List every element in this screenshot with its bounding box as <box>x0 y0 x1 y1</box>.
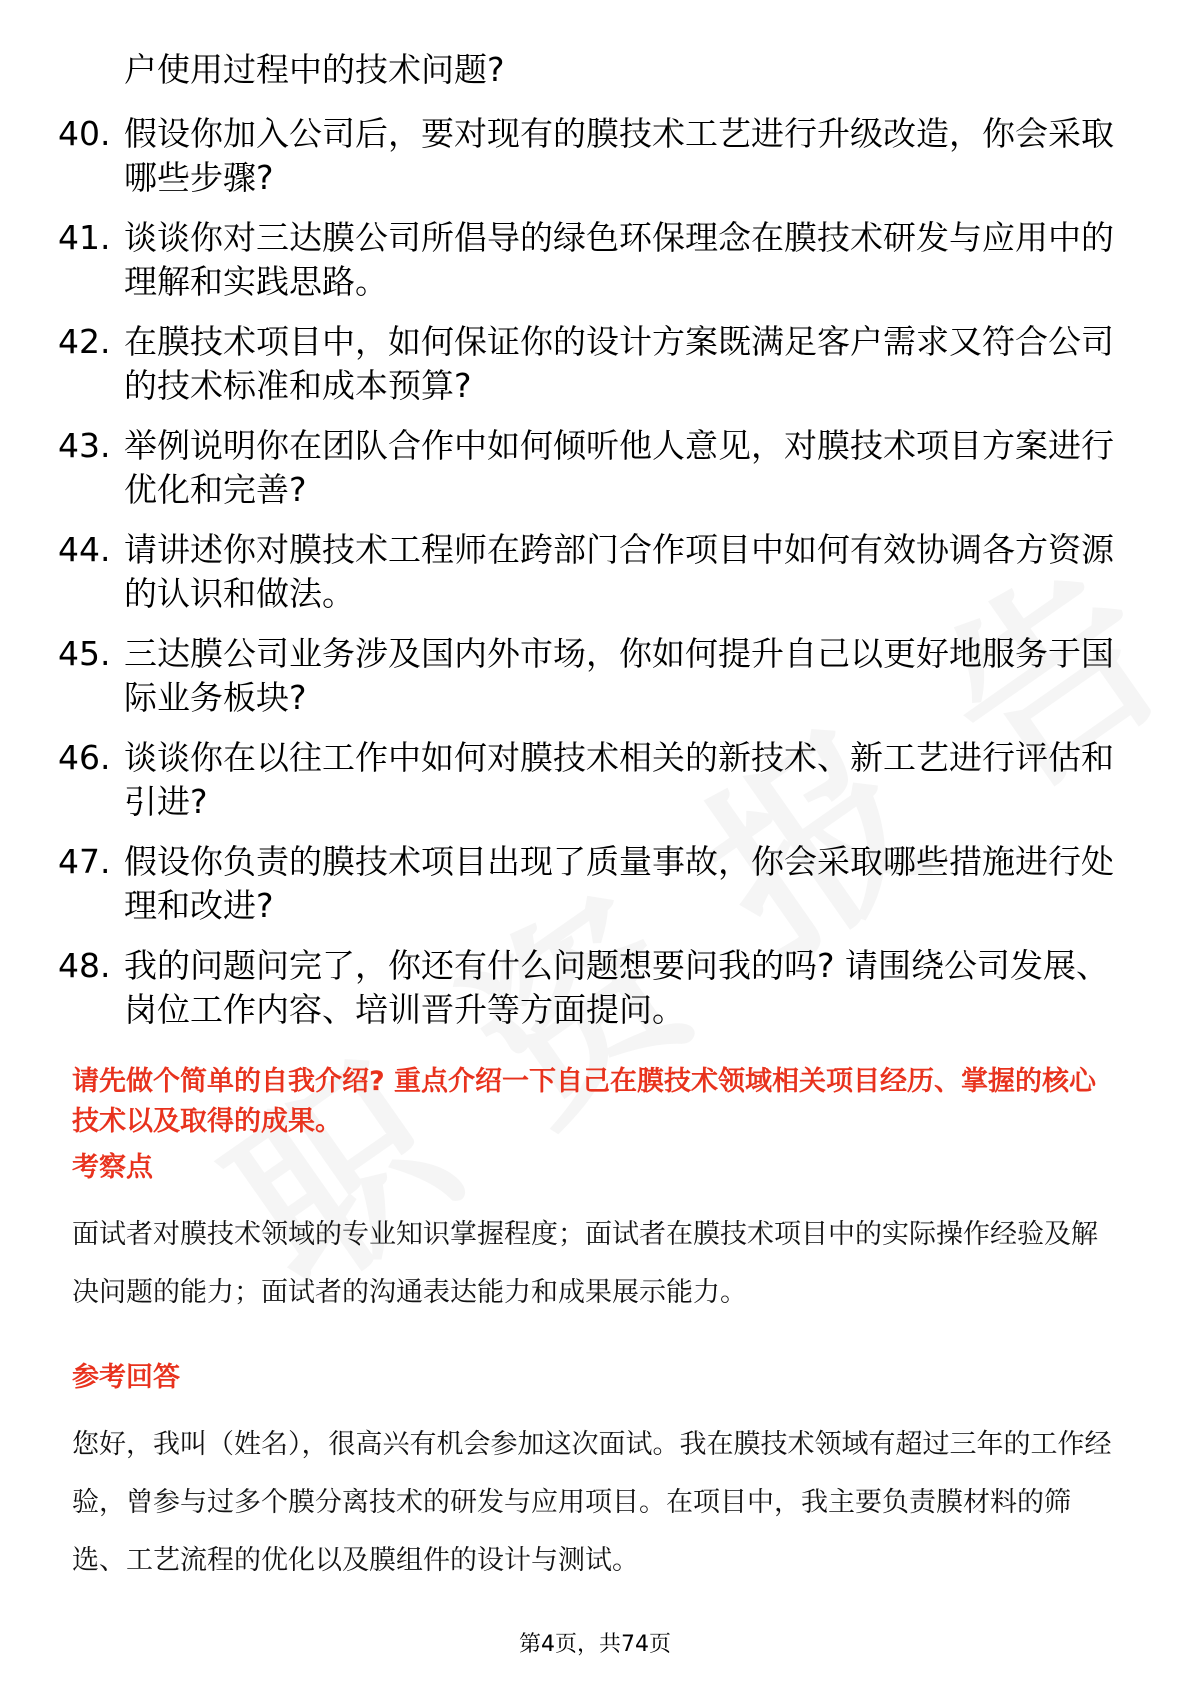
question-text: 举例说明你在团队合作中如何倾听他人意见，对膜技术项目方案进行优化和完善? <box>124 426 1114 509</box>
question-text: 请讲述你对膜技术工程师在跨部门合作项目中如何有效协调各方资源的认识和做法。 <box>124 530 1114 613</box>
question-item <box>58 424 1118 512</box>
question-number: 41. <box>58 218 111 257</box>
question-number: 48. <box>58 946 111 985</box>
question-item <box>58 320 1118 408</box>
question-text: 我的问题问完了，你还有什么问题想要问我的吗? 请围绕公司发展、岗位工作内容、培训晋升等方面提问。 <box>124 946 1110 1029</box>
question-number: 44. <box>58 530 111 569</box>
question-number: 45. <box>58 634 111 673</box>
reference-answer-heading: 参考回答 <box>72 1362 180 1393</box>
reference-answer-text: 您好，我叫（姓名），很高兴有机会参加这次面试。我在膜技术领域有超过三年的工作经验，曾参与过多个膜分离技术的研发与应用项目。在项目中，我主要负责膜材料的筛选、工艺流程的优化以及膜组件的设计与测试。 <box>72 1429 1112 1576</box>
question-continuation: 户使用过程中的技术问题? <box>124 50 505 89</box>
question-item <box>58 632 1118 720</box>
exam-points-heading: 考察点 <box>72 1152 153 1183</box>
question-item <box>58 112 1118 200</box>
question-text: 假设你负责的膜技术项目出现了质量事故，你会采取哪些措施进行处理和改进? <box>124 842 1114 925</box>
highlight-question: 请先做个简单的自我介绍? 重点介绍一下自己在膜技术领域相关项目经历、掌握的核心技术以及取得的成果。 <box>72 1066 1097 1137</box>
question-number: 46. <box>58 738 111 777</box>
question-item <box>58 840 1118 928</box>
question-text: 在膜技术项目中，如何保证你的设计方案既满足客户需求又符合公司的技术标准和成本预算? <box>124 322 1114 405</box>
question-number: 42. <box>58 322 111 361</box>
question-text: 假设你加入公司后，要对现有的膜技术工艺进行升级改造，你会采取哪些步骤? <box>124 114 1114 197</box>
question-item <box>58 216 1118 304</box>
question-text: 谈谈你在以往工作中如何对膜技术相关的新技术、新工艺进行评估和引进? <box>124 738 1114 821</box>
question-text: 谈谈你对三达膜公司所倡导的绿色环保理念在膜技术研发与应用中的理解和实践思路。 <box>124 218 1114 301</box>
question-item <box>58 736 1118 824</box>
question-number: 43. <box>58 426 111 465</box>
question-number: 40. <box>58 114 111 153</box>
page-footer: 第4页，共74页 <box>519 1632 671 1657</box>
exam-points-text: 面试者对膜技术领域的专业知识掌握程度；面试者在膜技术项目中的实际操作经验及解决问题的能力；面试者的沟通表达能力和成果展示能力。 <box>72 1219 1098 1308</box>
question-list <box>58 48 1118 1048</box>
question-item <box>58 944 1118 1032</box>
question-text: 三达膜公司业务涉及国内外市场，你如何提升自己以更好地服务于国际业务板块? <box>124 634 1114 717</box>
question-number: 47. <box>58 842 111 881</box>
question-item <box>58 528 1118 616</box>
